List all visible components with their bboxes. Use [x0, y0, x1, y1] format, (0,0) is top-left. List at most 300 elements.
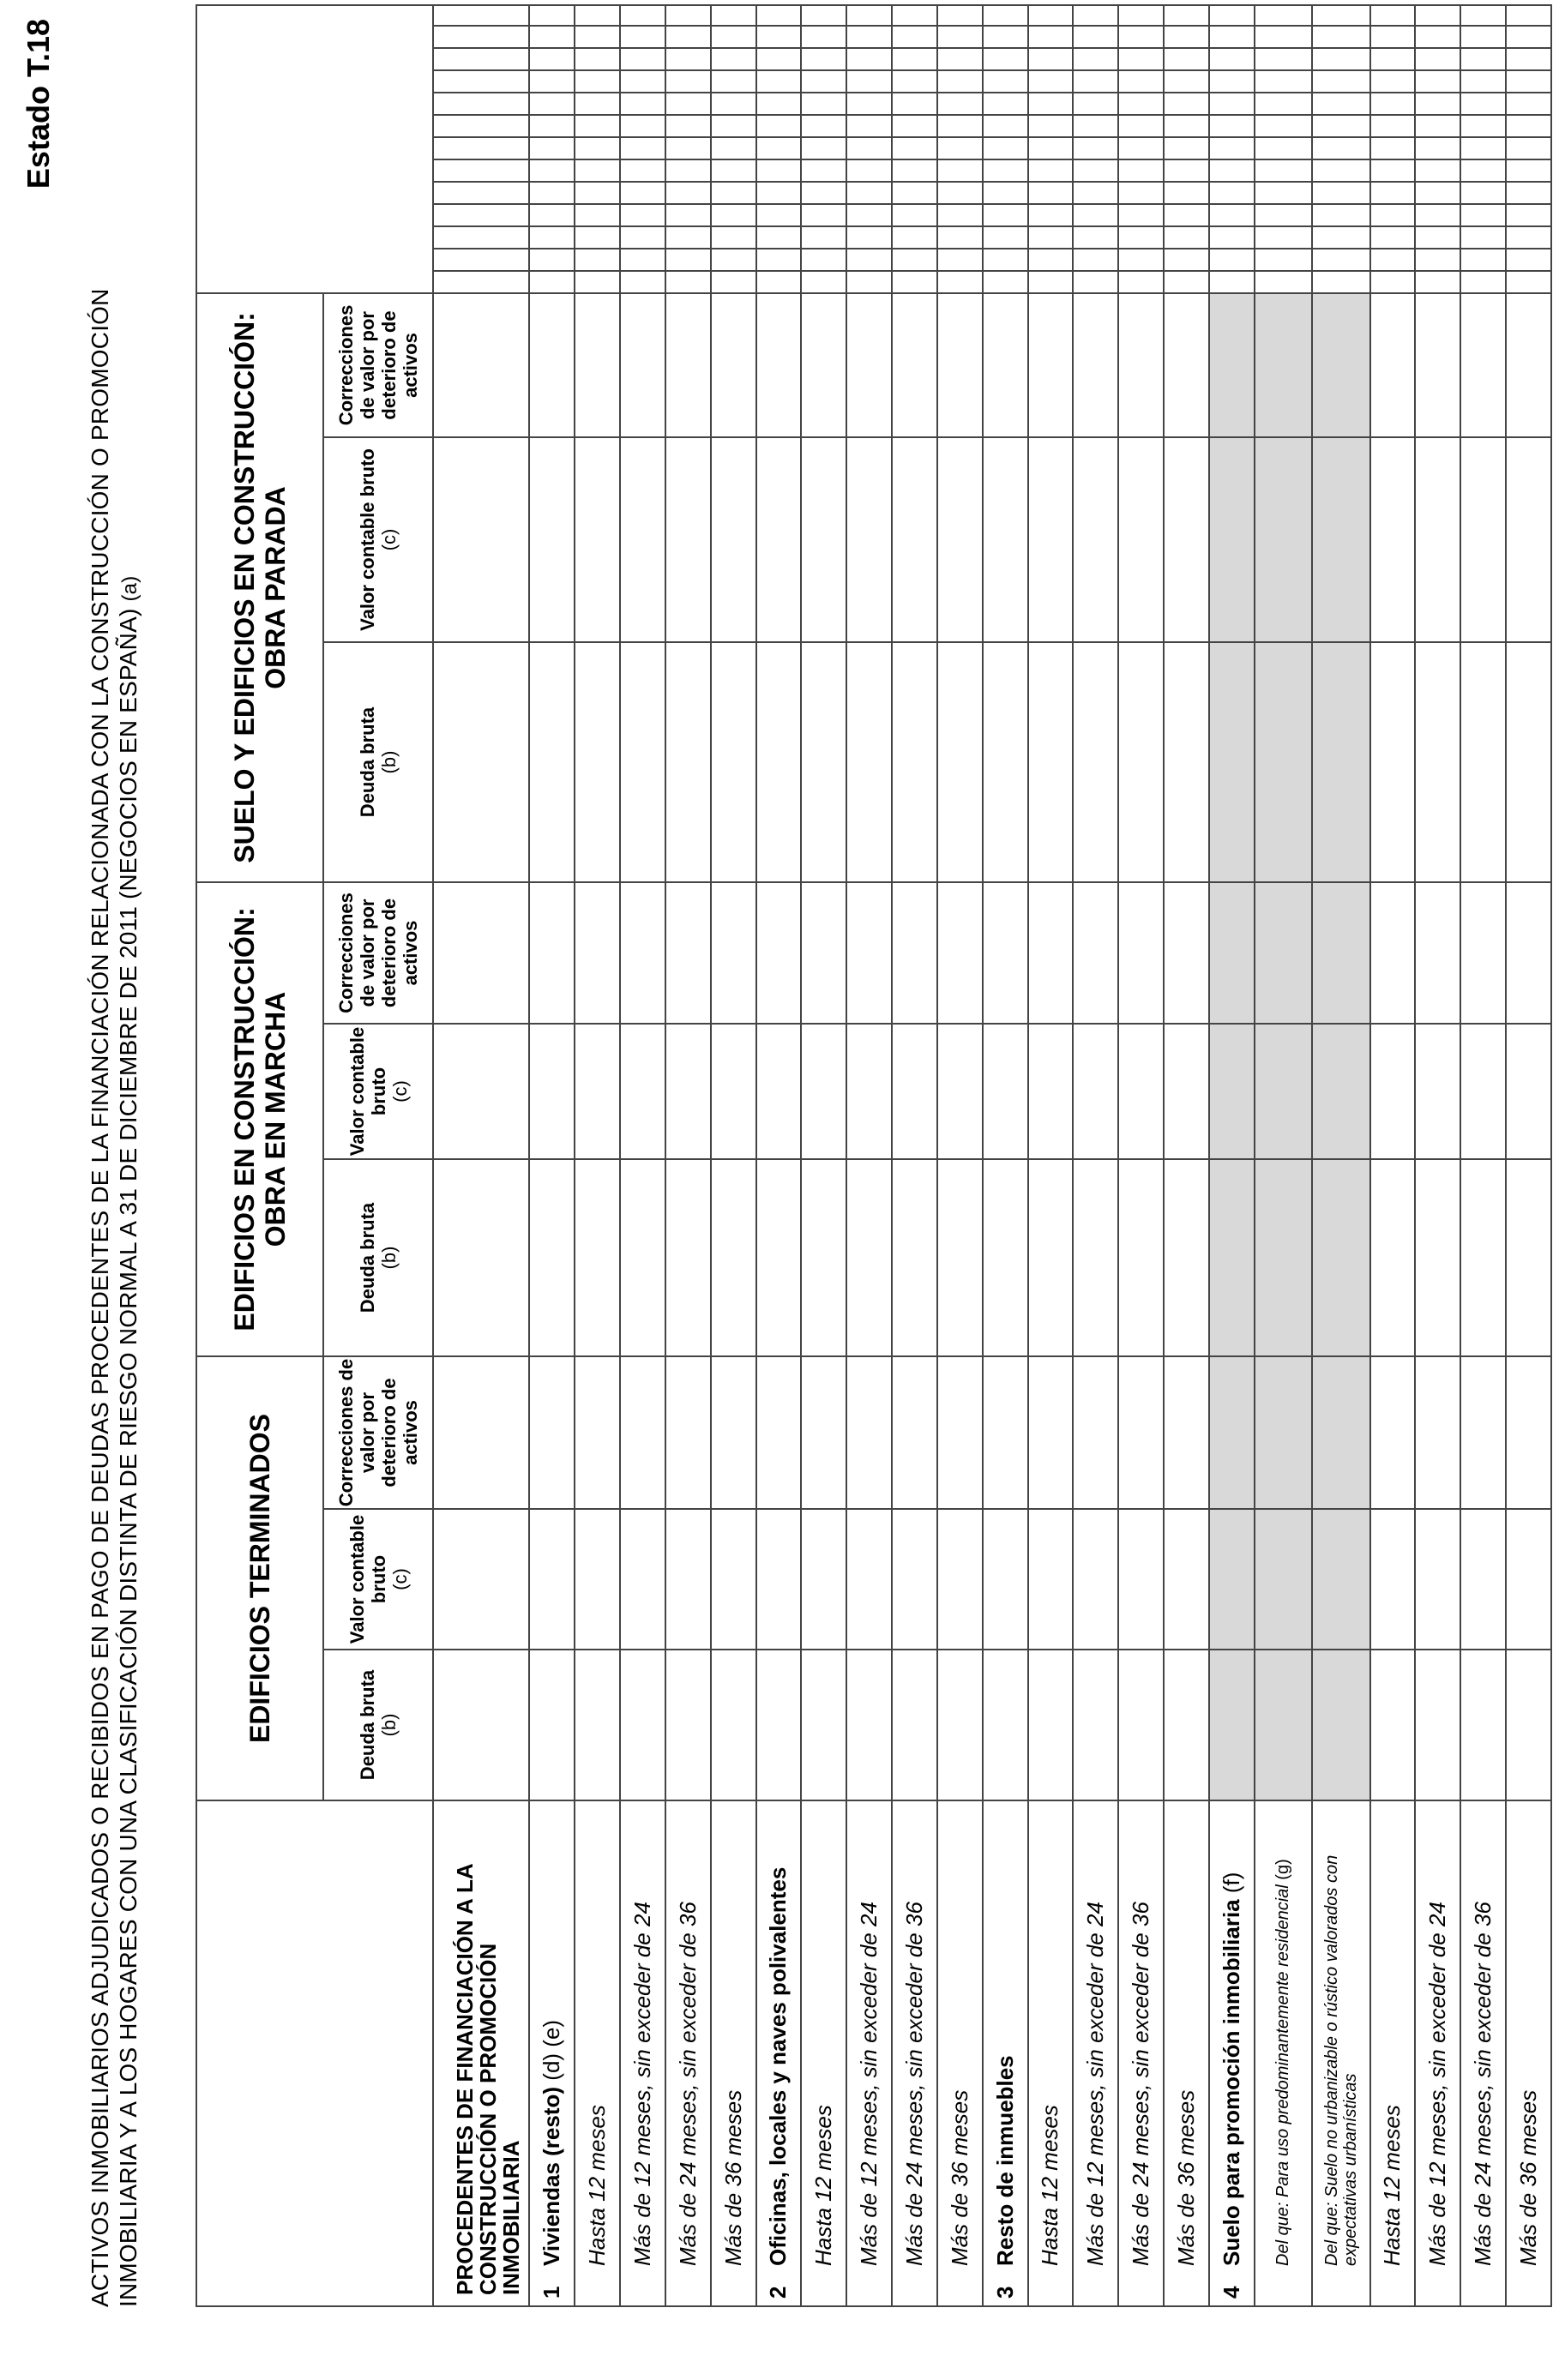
extra-cell[interactable] [1370, 182, 1416, 204]
extra-cell[interactable] [801, 93, 846, 115]
extra-cell[interactable] [575, 159, 620, 182]
extra-cell[interactable] [1312, 93, 1369, 115]
extra-cell[interactable] [665, 226, 711, 249]
extra-cell[interactable] [1164, 204, 1209, 226]
data-cell[interactable] [665, 1650, 711, 1800]
extra-cell[interactable] [1073, 48, 1118, 70]
data-cell[interactable] [711, 642, 756, 882]
data-cell[interactable] [1209, 1024, 1255, 1159]
extra-cell[interactable] [1312, 204, 1369, 226]
data-cell[interactable] [575, 1509, 620, 1650]
extra-cell[interactable] [937, 204, 983, 226]
data-cell[interactable] [1415, 437, 1460, 642]
data-cell[interactable] [665, 1509, 711, 1650]
data-cell[interactable] [1370, 642, 1416, 882]
extra-cell[interactable] [801, 204, 846, 226]
data-cell[interactable] [575, 1159, 620, 1356]
data-cell[interactable] [620, 437, 665, 642]
extra-cell[interactable] [1460, 70, 1506, 93]
data-cell[interactable] [529, 642, 575, 882]
data-cell[interactable] [1209, 1650, 1255, 1800]
extra-cell[interactable] [1028, 137, 1074, 159]
data-cell[interactable] [1255, 642, 1312, 882]
extra-cell[interactable] [433, 226, 529, 249]
extra-cell[interactable] [1415, 26, 1460, 48]
extra-cell[interactable] [1370, 48, 1416, 70]
data-cell[interactable] [1164, 437, 1209, 642]
extra-cell[interactable] [529, 115, 575, 137]
data-cell[interactable] [433, 642, 529, 882]
extra-cell[interactable] [529, 26, 575, 48]
extra-cell[interactable] [892, 159, 937, 182]
extra-cell[interactable] [801, 226, 846, 249]
data-cell[interactable] [1164, 1356, 1209, 1509]
extra-cell[interactable] [983, 137, 1028, 159]
extra-cell[interactable] [756, 93, 802, 115]
extra-cell[interactable] [1164, 137, 1209, 159]
extra-cell[interactable] [1028, 5, 1074, 26]
data-cell[interactable] [801, 1509, 846, 1650]
extra-cell[interactable] [711, 26, 756, 48]
data-cell[interactable] [1164, 1650, 1209, 1800]
extra-cell[interactable] [1460, 137, 1506, 159]
data-cell[interactable] [529, 1509, 575, 1650]
extra-cell[interactable] [1255, 137, 1312, 159]
data-cell[interactable] [1460, 642, 1506, 882]
data-cell[interactable] [1118, 1159, 1164, 1356]
extra-cell[interactable] [1255, 93, 1312, 115]
extra-cell[interactable] [1460, 159, 1506, 182]
data-cell[interactable] [1164, 1024, 1209, 1159]
extra-cell[interactable] [1118, 5, 1164, 26]
extra-cell[interactable] [711, 271, 756, 293]
extra-cell[interactable] [1312, 26, 1369, 48]
data-cell[interactable] [983, 1509, 1028, 1650]
data-cell[interactable] [1370, 1509, 1416, 1650]
data-cell[interactable] [433, 882, 529, 1024]
data-cell[interactable] [711, 1024, 756, 1159]
data-cell[interactable] [801, 1650, 846, 1800]
extra-cell[interactable] [846, 249, 892, 271]
data-cell[interactable] [801, 437, 846, 642]
extra-cell[interactable] [711, 93, 756, 115]
extra-cell[interactable] [756, 70, 802, 93]
extra-cell[interactable] [846, 226, 892, 249]
extra-cell[interactable] [1506, 137, 1551, 159]
extra-cell[interactable] [575, 5, 620, 26]
extra-cell[interactable] [801, 271, 846, 293]
extra-cell[interactable] [711, 137, 756, 159]
extra-cell[interactable] [1506, 26, 1551, 48]
data-cell[interactable] [846, 1356, 892, 1509]
extra-cell[interactable] [1073, 115, 1118, 137]
data-cell[interactable] [1209, 1159, 1255, 1356]
extra-cell[interactable] [620, 26, 665, 48]
extra-cell[interactable] [529, 249, 575, 271]
extra-cell[interactable] [1209, 93, 1255, 115]
extra-cell[interactable] [756, 5, 802, 26]
data-cell[interactable] [983, 1024, 1028, 1159]
extra-cell[interactable] [1370, 115, 1416, 137]
extra-cell[interactable] [1028, 159, 1074, 182]
data-cell[interactable] [1506, 642, 1551, 882]
data-cell[interactable] [1164, 642, 1209, 882]
data-cell[interactable] [1506, 882, 1551, 1024]
extra-cell[interactable] [1415, 159, 1460, 182]
data-cell[interactable] [756, 1509, 802, 1650]
extra-cell[interactable] [1370, 137, 1416, 159]
data-cell[interactable] [892, 1650, 937, 1800]
extra-cell[interactable] [756, 182, 802, 204]
extra-cell[interactable] [1118, 249, 1164, 271]
extra-cell[interactable] [1028, 93, 1074, 115]
extra-cell[interactable] [1255, 26, 1312, 48]
extra-cell[interactable] [665, 137, 711, 159]
extra-cell[interactable] [1073, 93, 1118, 115]
extra-cell[interactable] [1312, 182, 1369, 204]
extra-cell[interactable] [892, 182, 937, 204]
data-cell[interactable] [575, 1024, 620, 1159]
data-cell[interactable] [892, 1024, 937, 1159]
extra-cell[interactable] [665, 70, 711, 93]
data-cell[interactable] [665, 1159, 711, 1356]
data-cell[interactable] [1415, 882, 1460, 1024]
extra-cell[interactable] [1209, 204, 1255, 226]
data-cell[interactable] [1028, 437, 1074, 642]
extra-cell[interactable] [711, 115, 756, 137]
data-cell[interactable] [1506, 1356, 1551, 1509]
extra-cell[interactable] [756, 271, 802, 293]
extra-cell[interactable] [529, 204, 575, 226]
data-cell[interactable] [892, 1509, 937, 1650]
data-cell[interactable] [1255, 1356, 1312, 1509]
extra-cell[interactable] [1164, 182, 1209, 204]
data-cell[interactable] [433, 1024, 529, 1159]
extra-cell[interactable] [433, 93, 529, 115]
data-cell[interactable] [983, 1650, 1028, 1800]
extra-cell[interactable] [711, 226, 756, 249]
data-cell[interactable] [1312, 882, 1369, 1024]
data-cell[interactable] [756, 1356, 802, 1509]
extra-cell[interactable] [433, 159, 529, 182]
extra-cell[interactable] [1460, 5, 1506, 26]
data-cell[interactable] [1370, 293, 1416, 437]
data-cell[interactable] [575, 1650, 620, 1800]
extra-cell[interactable] [620, 137, 665, 159]
extra-cell[interactable] [1460, 271, 1506, 293]
data-cell[interactable] [1209, 1509, 1255, 1650]
data-cell[interactable] [529, 293, 575, 437]
data-cell[interactable] [665, 882, 711, 1024]
extra-cell[interactable] [1506, 159, 1551, 182]
extra-cell[interactable] [1028, 48, 1074, 70]
extra-cell[interactable] [1255, 249, 1312, 271]
data-cell[interactable] [1415, 1159, 1460, 1356]
extra-cell[interactable] [1370, 70, 1416, 93]
data-cell[interactable] [1255, 1024, 1312, 1159]
extra-cell[interactable] [1073, 271, 1118, 293]
extra-cell[interactable] [801, 249, 846, 271]
data-cell[interactable] [892, 1356, 937, 1509]
data-cell[interactable] [1073, 642, 1118, 882]
extra-cell[interactable] [983, 226, 1028, 249]
extra-cell[interactable] [620, 182, 665, 204]
data-cell[interactable] [1506, 1650, 1551, 1800]
data-cell[interactable] [937, 1159, 983, 1356]
extra-cell[interactable] [1209, 226, 1255, 249]
extra-cell[interactable] [1506, 93, 1551, 115]
data-cell[interactable] [1028, 1356, 1074, 1509]
data-cell[interactable] [937, 1509, 983, 1650]
extra-cell[interactable] [1312, 226, 1369, 249]
extra-cell[interactable] [1028, 115, 1074, 137]
extra-cell[interactable] [1415, 204, 1460, 226]
extra-cell[interactable] [1164, 271, 1209, 293]
data-cell[interactable] [1415, 642, 1460, 882]
extra-cell[interactable] [1073, 5, 1118, 26]
extra-cell[interactable] [983, 93, 1028, 115]
extra-cell[interactable] [575, 93, 620, 115]
extra-cell[interactable] [983, 204, 1028, 226]
extra-cell[interactable] [1506, 271, 1551, 293]
extra-cell[interactable] [1255, 204, 1312, 226]
data-cell[interactable] [983, 882, 1028, 1024]
extra-cell[interactable] [801, 137, 846, 159]
extra-cell[interactable] [1460, 26, 1506, 48]
data-cell[interactable] [1506, 1024, 1551, 1159]
data-cell[interactable] [1073, 882, 1118, 1024]
extra-cell[interactable] [892, 70, 937, 93]
extra-cell[interactable] [1506, 226, 1551, 249]
extra-cell[interactable] [433, 5, 529, 26]
data-cell[interactable] [529, 882, 575, 1024]
data-cell[interactable] [1028, 1509, 1074, 1650]
extra-cell[interactable] [1028, 271, 1074, 293]
extra-cell[interactable] [756, 249, 802, 271]
extra-cell[interactable] [620, 93, 665, 115]
extra-cell[interactable] [1415, 115, 1460, 137]
extra-cell[interactable] [756, 26, 802, 48]
extra-cell[interactable] [983, 271, 1028, 293]
data-cell[interactable] [1255, 437, 1312, 642]
extra-cell[interactable] [1209, 26, 1255, 48]
data-cell[interactable] [1118, 1509, 1164, 1650]
extra-cell[interactable] [620, 70, 665, 93]
extra-cell[interactable] [1312, 137, 1369, 159]
extra-cell[interactable] [665, 271, 711, 293]
extra-cell[interactable] [1370, 249, 1416, 271]
extra-cell[interactable] [1415, 226, 1460, 249]
extra-cell[interactable] [1506, 48, 1551, 70]
extra-cell[interactable] [937, 159, 983, 182]
data-cell[interactable] [1209, 1356, 1255, 1509]
extra-cell[interactable] [575, 137, 620, 159]
data-cell[interactable] [1073, 293, 1118, 437]
extra-cell[interactable] [892, 204, 937, 226]
data-cell[interactable] [1209, 642, 1255, 882]
extra-cell[interactable] [1164, 48, 1209, 70]
extra-cell[interactable] [801, 48, 846, 70]
data-cell[interactable] [1460, 293, 1506, 437]
extra-cell[interactable] [1460, 182, 1506, 204]
extra-cell[interactable] [1415, 48, 1460, 70]
extra-cell[interactable] [575, 70, 620, 93]
data-cell[interactable] [1370, 1356, 1416, 1509]
extra-cell[interactable] [1506, 115, 1551, 137]
extra-cell[interactable] [1073, 249, 1118, 271]
extra-cell[interactable] [665, 159, 711, 182]
data-cell[interactable] [711, 1356, 756, 1509]
extra-cell[interactable] [1209, 48, 1255, 70]
extra-cell[interactable] [1028, 26, 1074, 48]
extra-cell[interactable] [801, 70, 846, 93]
extra-cell[interactable] [1460, 48, 1506, 70]
data-cell[interactable] [711, 1159, 756, 1356]
data-cell[interactable] [937, 1356, 983, 1509]
extra-cell[interactable] [711, 182, 756, 204]
extra-cell[interactable] [801, 26, 846, 48]
extra-cell[interactable] [1370, 226, 1416, 249]
extra-cell[interactable] [665, 204, 711, 226]
data-cell[interactable] [433, 1356, 529, 1509]
extra-cell[interactable] [433, 204, 529, 226]
data-cell[interactable] [1073, 437, 1118, 642]
extra-cell[interactable] [711, 249, 756, 271]
extra-cell[interactable] [433, 182, 529, 204]
data-cell[interactable] [529, 1650, 575, 1800]
data-cell[interactable] [711, 882, 756, 1024]
extra-cell[interactable] [1460, 249, 1506, 271]
data-cell[interactable] [433, 1509, 529, 1650]
data-cell[interactable] [620, 642, 665, 882]
extra-cell[interactable] [711, 5, 756, 26]
data-cell[interactable] [620, 293, 665, 437]
data-cell[interactable] [620, 1509, 665, 1650]
extra-cell[interactable] [937, 226, 983, 249]
extra-cell[interactable] [1164, 26, 1209, 48]
data-cell[interactable] [1312, 1650, 1369, 1800]
data-cell[interactable] [1460, 1356, 1506, 1509]
extra-cell[interactable] [1118, 115, 1164, 137]
data-cell[interactable] [801, 1356, 846, 1509]
extra-cell[interactable] [1118, 159, 1164, 182]
extra-cell[interactable] [1255, 159, 1312, 182]
data-cell[interactable] [1312, 1356, 1369, 1509]
data-cell[interactable] [620, 1356, 665, 1509]
extra-cell[interactable] [892, 26, 937, 48]
extra-cell[interactable] [1118, 70, 1164, 93]
data-cell[interactable] [529, 1024, 575, 1159]
extra-cell[interactable] [937, 182, 983, 204]
data-cell[interactable] [983, 1356, 1028, 1509]
extra-cell[interactable] [665, 249, 711, 271]
extra-cell[interactable] [575, 48, 620, 70]
data-cell[interactable] [620, 1024, 665, 1159]
extra-cell[interactable] [983, 5, 1028, 26]
extra-cell[interactable] [529, 93, 575, 115]
data-cell[interactable] [1118, 1650, 1164, 1800]
extra-cell[interactable] [846, 70, 892, 93]
data-cell[interactable] [620, 1650, 665, 1800]
data-cell[interactable] [575, 642, 620, 882]
data-cell[interactable] [711, 1509, 756, 1650]
extra-cell[interactable] [711, 204, 756, 226]
data-cell[interactable] [1028, 1024, 1074, 1159]
data-cell[interactable] [846, 1159, 892, 1356]
data-cell[interactable] [620, 882, 665, 1024]
extra-cell[interactable] [711, 70, 756, 93]
data-cell[interactable] [892, 642, 937, 882]
data-cell[interactable] [892, 882, 937, 1024]
extra-cell[interactable] [1312, 48, 1369, 70]
data-cell[interactable] [846, 437, 892, 642]
extra-cell[interactable] [1370, 271, 1416, 293]
extra-cell[interactable] [1073, 159, 1118, 182]
extra-cell[interactable] [529, 70, 575, 93]
extra-cell[interactable] [1506, 249, 1551, 271]
data-cell[interactable] [665, 293, 711, 437]
extra-cell[interactable] [1073, 26, 1118, 48]
extra-cell[interactable] [1209, 182, 1255, 204]
extra-cell[interactable] [1118, 182, 1164, 204]
data-cell[interactable] [756, 1159, 802, 1356]
extra-cell[interactable] [1255, 182, 1312, 204]
data-cell[interactable] [1118, 437, 1164, 642]
extra-cell[interactable] [983, 115, 1028, 137]
data-cell[interactable] [665, 437, 711, 642]
data-cell[interactable] [1415, 1356, 1460, 1509]
extra-cell[interactable] [665, 26, 711, 48]
extra-cell[interactable] [1209, 70, 1255, 93]
extra-cell[interactable] [1073, 204, 1118, 226]
data-cell[interactable] [801, 1159, 846, 1356]
extra-cell[interactable] [1164, 5, 1209, 26]
extra-cell[interactable] [620, 115, 665, 137]
data-cell[interactable] [1028, 1650, 1074, 1800]
extra-cell[interactable] [1209, 249, 1255, 271]
data-cell[interactable] [1506, 437, 1551, 642]
extra-cell[interactable] [1415, 137, 1460, 159]
extra-cell[interactable] [846, 204, 892, 226]
extra-cell[interactable] [1312, 159, 1369, 182]
extra-cell[interactable] [1028, 249, 1074, 271]
extra-cell[interactable] [1118, 93, 1164, 115]
data-cell[interactable] [1209, 882, 1255, 1024]
extra-cell[interactable] [575, 271, 620, 293]
extra-cell[interactable] [983, 182, 1028, 204]
data-cell[interactable] [433, 1159, 529, 1356]
data-cell[interactable] [711, 437, 756, 642]
extra-cell[interactable] [846, 115, 892, 137]
data-cell[interactable] [665, 1024, 711, 1159]
extra-cell[interactable] [801, 5, 846, 26]
extra-cell[interactable] [846, 26, 892, 48]
extra-cell[interactable] [665, 93, 711, 115]
extra-cell[interactable] [1460, 93, 1506, 115]
extra-cell[interactable] [529, 137, 575, 159]
data-cell[interactable] [575, 882, 620, 1024]
extra-cell[interactable] [711, 159, 756, 182]
extra-cell[interactable] [1073, 70, 1118, 93]
extra-cell[interactable] [892, 5, 937, 26]
extra-cell[interactable] [1506, 5, 1551, 26]
data-cell[interactable] [1255, 293, 1312, 437]
data-cell[interactable] [1255, 1650, 1312, 1800]
data-cell[interactable] [1209, 437, 1255, 642]
extra-cell[interactable] [892, 48, 937, 70]
data-cell[interactable] [1255, 1509, 1312, 1650]
extra-cell[interactable] [575, 204, 620, 226]
